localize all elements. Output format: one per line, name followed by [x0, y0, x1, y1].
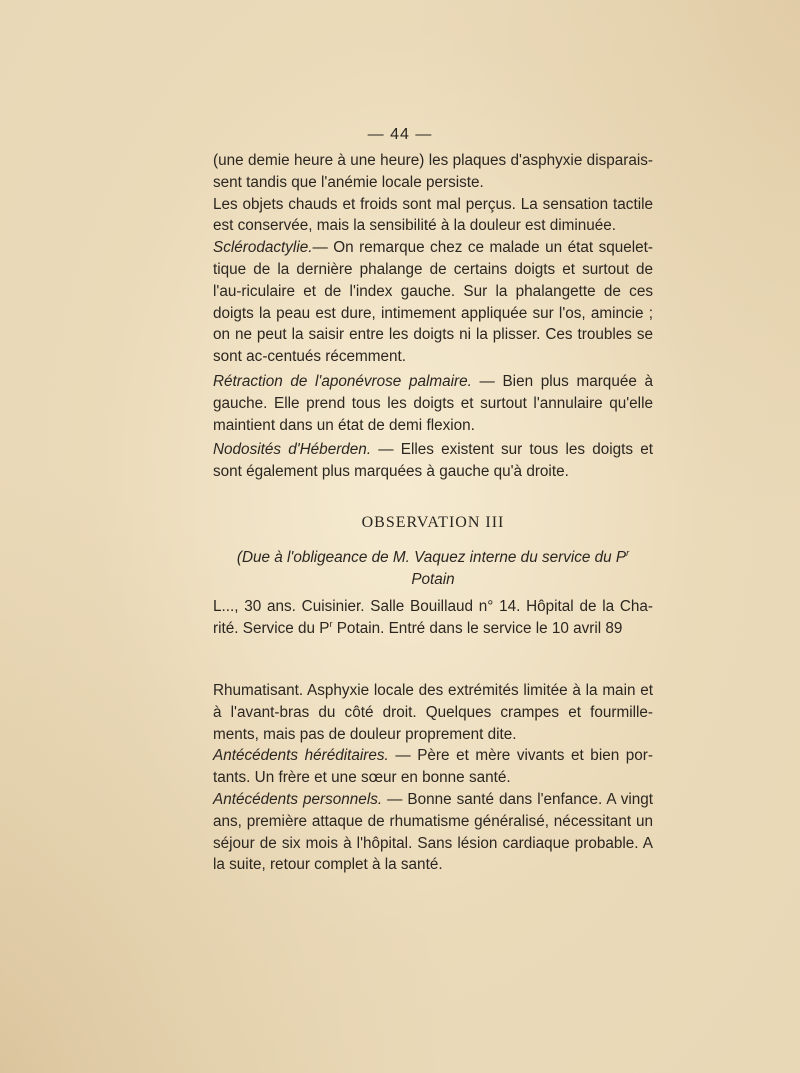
- paragraph-text: — Bonne santé dans l'enfance. A vingt ans, première attaque de rhumatisme généralisé, nécessitant un séjour de six mois à l'hôpital. Sans lésion cardiaque probable. A la suite, retour complet à la santé.: [213, 790, 654, 874]
- paragraph-text: Potain. Entré dans le service le 10 avril 89: [332, 619, 623, 637]
- paragraph-text: L..., 30 ans. Cuisinier. Salle Bouillaud n° 14. Hôpital de la Cha-rité. Service du P: [213, 598, 653, 637]
- section-clinical-findings: [213, 150, 653, 483]
- paragraph: [213, 596, 653, 640]
- intro-superscript: r: [329, 618, 333, 629]
- credit-line: (Due à l'obligeance de M. Vaquez interne du service du P: [236, 549, 627, 566]
- paragraph: [213, 237, 653, 368]
- paragraph: [213, 371, 653, 436]
- paragraph-label: Antécédents personnels.: [213, 790, 383, 808]
- credit-superscript: r: [626, 547, 630, 558]
- paragraph-text: — Père et mère vivants et bien por-tants. Un frère et une sœur en bonne santé.: [213, 747, 653, 787]
- paragraph-label: Antécédents héréditaires.: [213, 747, 389, 765]
- paragraph: [213, 439, 653, 483]
- paragraph-label: Rétraction de l'aponévrose palmaire.: [213, 372, 472, 390]
- credit-line: Potain: [411, 570, 455, 588]
- section-history: [213, 680, 653, 876]
- paragraph-label: Nodosités d'Héberden.: [213, 441, 372, 459]
- paragraph-text: — On remarque chez ce malade un état squelet-tique de la dernière phalange de certains doigts et surtout de l'au-riculaire et de l'index gauche. Sur la phalangette de ces doigts la peau est dure, intimement appliquée sur l'os, amincie ; on ne peut la saisir entre les doigts ni la plisser. Ces troubles se sont ac-centués récemment.: [213, 239, 653, 366]
- paragraph-text: — Bien plus marquée à gauche. Elle prend tous les doigts et surtout l'annulaire qu'elle maintient dans un état de demi flexion.: [213, 372, 653, 434]
- paragraph-text: — Elles existent sur tous les doigts et sont également plus marquées à gauche qu'à droite.: [213, 441, 654, 481]
- paragraph: [213, 194, 653, 238]
- paragraph: [213, 745, 653, 789]
- paragraph: (une demie heure à une heure) les plaques d'asphyxie disparais-sent tandis que l'anémie locale persiste.: [213, 152, 653, 191]
- observation-heading: OBSERVATION III: [361, 514, 505, 531]
- observation-credit: [213, 547, 653, 591]
- paragraph-text: Les objets chauds et froids sont mal perçus. La sensation tactile est conservée, mais la sensibilité à la douleur est diminuée.: [213, 195, 653, 235]
- patient-intro: [213, 596, 653, 640]
- paragraph: [213, 789, 653, 876]
- page-number: — 44 —: [367, 126, 433, 143]
- paragraph: Rhumatisant. Asphyxie locale des extrémités limitée à la main et à l'avant-bras du côté droit. Quelques crampes et fourmille-ments, mais pas de douleur proprement dite.: [213, 682, 653, 743]
- paragraph-label: Sclérodactylie.: [213, 239, 313, 257]
